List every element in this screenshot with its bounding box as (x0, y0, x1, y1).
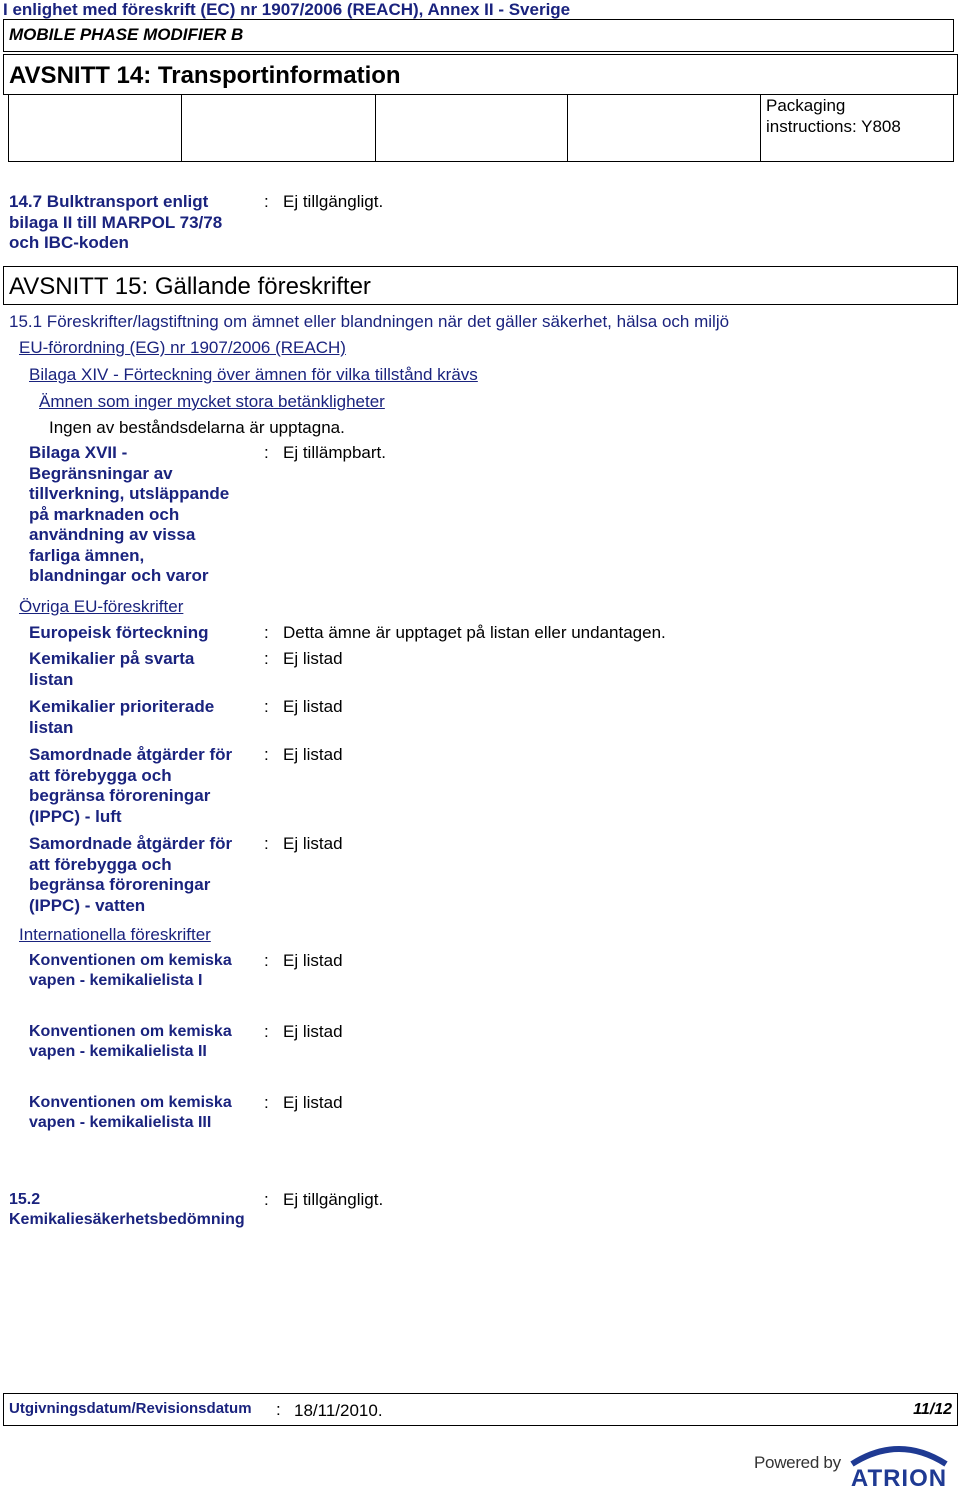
product-name-box (3, 19, 954, 52)
logo-arc-icon (852, 1449, 946, 1464)
powered-by-text: Powered by (754, 1453, 841, 1472)
section14-title: AVSNITT 14: Transportinformation (9, 62, 401, 89)
label-line: listan (29, 717, 74, 737)
label-line: användning av vissa (29, 525, 196, 544)
page-number: 11/12 (913, 1401, 952, 1418)
section-15-1-heading: 15.1 Föreskrifter/lagstiftning om ämnet eller blandningen när det gäller säkerhet, hälsa och miljö (9, 312, 730, 331)
colon: : (264, 834, 269, 853)
label-line: Konventionen om kemiska (29, 1023, 232, 1040)
colon: : (264, 951, 269, 970)
eu-row-value: Ej listad (283, 697, 343, 716)
revision-date-value: 18/11/2010. (294, 1401, 383, 1420)
label-line: på marknaden och (29, 504, 180, 524)
label-line: Begränsningar av (29, 463, 173, 483)
annex-xvii-value: Ej tillämpbart. (283, 443, 386, 462)
colon: : (264, 443, 269, 462)
intl-row-value: Ej listad (283, 1093, 343, 1112)
label-line: farliga ämnen, (29, 545, 145, 565)
label-line: vapen - kemikalielista I (29, 971, 203, 989)
atrion-logo (840, 1440, 958, 1490)
colon: : (264, 192, 269, 211)
packaging-instructions: Packaging instructions: Y808 (766, 96, 901, 136)
label-line: begränsa föroreningar (29, 786, 211, 805)
colon: : (264, 649, 269, 668)
section-15-2-value: Ej tillgängligt. (283, 1190, 384, 1209)
colon: : (264, 623, 269, 642)
eu-row-label (29, 649, 259, 690)
label-line: (IPPC) - vatten (29, 895, 146, 915)
eu-row-value: Detta ämne är upptaget på listan eller undantagen. (283, 623, 666, 642)
label-line: att förebygga och (29, 765, 172, 785)
intl-row-label (29, 1093, 259, 1132)
intl-row-value: Ej listad (283, 1022, 343, 1041)
label-line: (IPPC) - luft (29, 806, 122, 826)
section-15-2-label (9, 1190, 259, 1229)
annex-xvii-label (29, 443, 259, 587)
intl-row-label (29, 1022, 259, 1061)
other-eu-heading: Övriga EU-föreskrifter (19, 597, 184, 616)
reach-heading: EU-förordning (EG) nr 1907/2006 (REACH) (19, 338, 346, 357)
table-divider (181, 94, 182, 161)
table-divider (375, 94, 376, 161)
colon: : (264, 1022, 269, 1041)
colon: : (276, 1400, 281, 1419)
label-line: Bilaga XVII - (29, 443, 128, 462)
colon: : (264, 1093, 269, 1112)
label-line: tillverkning, utsläppande (29, 484, 230, 503)
table-divider (760, 94, 761, 161)
section14-title-box (3, 54, 958, 95)
label-line: Konventionen om kemiska (29, 1094, 232, 1111)
label-line: Samordnade åtgärder för (29, 745, 233, 764)
footer-box (3, 1393, 958, 1426)
label-line: blandningar och varor (29, 566, 209, 585)
eu-row-value: Ej listad (283, 649, 343, 668)
regulation-header: I enlighet med föreskrift (EC) nr 1907/2006 (REACH), Annex II - Sverige (3, 0, 571, 19)
transport-table (8, 94, 954, 162)
bulk-transport-value: Ej tillgängligt. (283, 192, 384, 211)
label-line: begränsa föroreningar (29, 875, 211, 894)
colon: : (264, 745, 269, 764)
eu-row-value: Ej listad (283, 745, 343, 764)
label-line: Samordnade åtgärder för (29, 834, 233, 853)
section15-title-box (3, 266, 958, 305)
svhc-heading: Ämnen som inger mycket stora betänkligheter (39, 392, 385, 411)
colon: : (264, 1190, 269, 1209)
revision-date-label: Utgivningsdatum/Revisionsdatum (9, 1400, 252, 1417)
eu-row-value: Ej listad (283, 834, 343, 853)
eu-row-label (29, 745, 259, 827)
label-line: Konventionen om kemiska (29, 952, 232, 969)
colon: : (264, 697, 269, 716)
intl-row-label (29, 951, 259, 990)
eu-row-label (29, 623, 259, 644)
product-name: MOBILE PHASE MODIFIER B (9, 25, 244, 44)
svhc-text: Ingen av beståndsdelarna är upptagna. (49, 418, 345, 437)
label-line: listan (29, 669, 74, 689)
bulk-transport-label: 14.7 Bulktransport enligt bilaga II till MARPOL 73/78 och IBC-koden (9, 192, 223, 252)
label-line: vapen - kemikalielista II (29, 1042, 207, 1060)
international-heading: Internationella föreskrifter (19, 925, 211, 944)
eu-row-label (29, 834, 259, 916)
logo-text: ATRION (850, 1465, 948, 1490)
label-line: Kemikalier prioriterade (29, 697, 215, 716)
label-line: att förebygga och (29, 854, 172, 874)
label-line: vapen - kemikalielista III (29, 1113, 212, 1131)
intl-row-value: Ej listad (283, 951, 343, 970)
label-line: Kemikaliesäkerhetsbedömning (9, 1210, 245, 1228)
table-divider (567, 94, 568, 161)
label-line: Europeisk förteckning (29, 623, 209, 642)
label-line: 15.2 (9, 1191, 41, 1208)
section15-title: AVSNITT 15: Gällande föreskrifter (9, 273, 371, 300)
label-line: Kemikalier på svarta (29, 649, 195, 668)
annex-xiv-heading: Bilaga XIV - Förteckning över ämnen för vilka tillstånd krävs (29, 365, 478, 384)
eu-row-label (29, 697, 259, 738)
